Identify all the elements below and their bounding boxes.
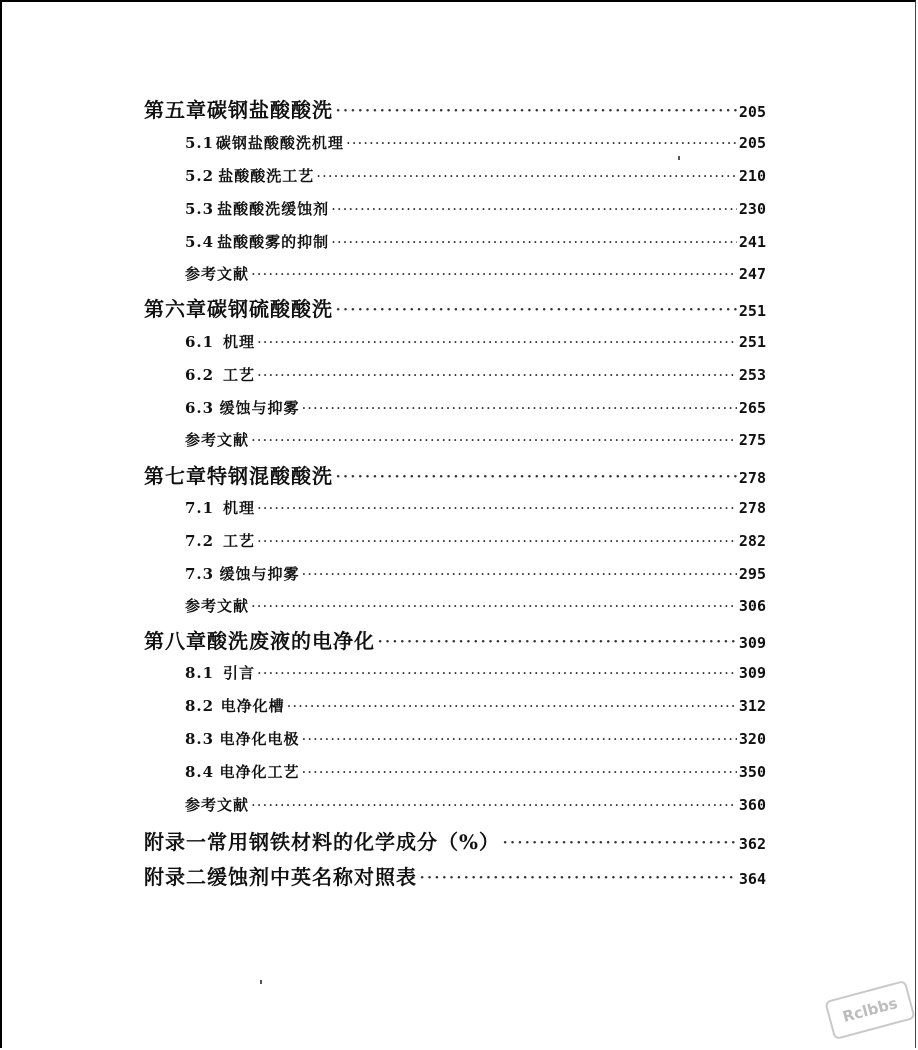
page-number: 210 [738, 167, 766, 185]
section-title: 电净化槽 [220, 697, 285, 715]
dot-leader [335, 464, 737, 488]
section-number: 7.1 [185, 499, 215, 517]
dot-leader [251, 265, 737, 283]
page-number: 251 [738, 333, 766, 351]
dot-leader [257, 333, 737, 351]
section-number: 5.2 [185, 167, 215, 185]
dot-leader [251, 796, 737, 814]
chapter-label: 第五章 [144, 98, 207, 122]
dot-leader [301, 730, 736, 748]
page-number: 312 [738, 697, 766, 715]
toc-references-7 [185, 595, 766, 616]
references-title: 参考文献 [185, 597, 250, 615]
section-number: 5.3 [185, 200, 215, 218]
dot-leader [251, 431, 737, 449]
dot-leader [301, 565, 736, 583]
chapter-title: 酸洗废液的电净化 [207, 629, 375, 653]
section-title: 工艺 [222, 532, 255, 550]
toc-references-8 [185, 794, 766, 815]
toc-section-8-2 [185, 695, 766, 716]
page-number: 205 [738, 134, 766, 152]
dot-leader [257, 366, 737, 384]
section-title: 电净化工艺 [219, 763, 300, 781]
page-number: 275 [738, 431, 766, 449]
dot-leader [301, 763, 736, 781]
dot-leader [331, 200, 737, 218]
page-number: 265 [738, 399, 766, 417]
chapter-title: 碳钢盐酸酸洗 [207, 98, 333, 122]
section-number: 7.2 [185, 532, 215, 550]
dot-leader [346, 134, 737, 152]
scan-speck [678, 156, 680, 160]
page-number: 350 [738, 763, 766, 781]
page-number: 282 [738, 532, 766, 550]
section-title: 机理 [222, 333, 255, 351]
section-title: 缓蚀与抑雾 [219, 565, 300, 583]
toc-section-5-1 [185, 132, 766, 153]
appendix-label: 附录一 [144, 830, 207, 854]
references-title: 参考文献 [185, 796, 250, 814]
toc-section-7-2 [185, 530, 766, 551]
page-number: 320 [738, 730, 766, 748]
dot-leader [335, 98, 737, 122]
toc-section-5-4 [185, 231, 766, 252]
section-number: 6.3 [185, 399, 215, 417]
chapter-label: 第六章 [144, 297, 207, 321]
section-number: 8.2 [185, 697, 215, 715]
toc-section-6-1 [185, 331, 766, 352]
scan-speck [260, 980, 262, 984]
section-title: 盐酸酸洗工艺 [218, 167, 315, 185]
toc-section-7-3 [185, 563, 766, 584]
dot-leader [316, 167, 737, 185]
section-title: 缓蚀与抑雾 [219, 399, 300, 417]
section-title: 工艺 [222, 366, 255, 384]
chapter-label: 第八章 [144, 629, 207, 653]
toc-section-8-1 [185, 662, 766, 683]
section-title: 引言 [222, 664, 255, 682]
page-number: 253 [738, 366, 766, 384]
page-number: 278 [738, 499, 766, 517]
page-number: 306 [738, 597, 766, 615]
page-number: 364 [738, 870, 766, 888]
section-number: 6.2 [185, 366, 215, 384]
references-title: 参考文献 [185, 265, 250, 283]
toc-section-5-3 [185, 198, 766, 219]
chapter-title: 碳钢硫酸酸洗 [207, 297, 333, 321]
page-number: 205 [738, 103, 766, 121]
dot-leader [331, 233, 737, 251]
section-number: 5.1 [185, 134, 215, 152]
page-number: 295 [738, 565, 766, 583]
section-title: 盐酸酸雾的抑制 [217, 233, 330, 251]
page-number: 360 [738, 796, 766, 814]
page-number: 309 [738, 664, 766, 682]
page-number: 278 [738, 469, 766, 487]
toc-section-6-3 [185, 397, 766, 418]
dot-leader [377, 629, 737, 653]
toc-section-6-2 [185, 364, 766, 385]
section-title: 机理 [222, 499, 255, 517]
section-number: 8.3 [185, 730, 215, 748]
dot-leader [301, 399, 736, 417]
toc-chapter-5 [144, 94, 766, 123]
page-number: 251 [738, 302, 766, 320]
section-number: 5.4 [185, 233, 215, 251]
appendix-label: 附录二 [144, 865, 207, 889]
section-number: 7.3 [185, 565, 215, 583]
toc-section-7-1 [185, 497, 766, 518]
dot-leader [335, 297, 737, 321]
toc-chapter-8 [144, 625, 766, 654]
dot-leader [502, 830, 737, 854]
dot-leader [257, 499, 737, 517]
toc-references-5 [185, 263, 766, 284]
toc-appendix-2 [144, 861, 766, 890]
section-number: 8.1 [185, 664, 215, 682]
toc-chapter-6 [144, 293, 766, 322]
dot-leader [287, 697, 737, 715]
appendix-title: 常用钢铁材料的化学成分（%） [207, 830, 501, 854]
dot-leader [419, 865, 737, 889]
dot-leader [257, 664, 737, 682]
toc-appendix-1 [144, 826, 766, 855]
watermark-stamp: Rclbbs [824, 980, 915, 1040]
toc-chapter-7 [144, 460, 766, 489]
section-title: 盐酸酸洗缓蚀剂 [217, 200, 330, 218]
appendix-title: 缓蚀剂中英名称对照表 [207, 865, 417, 889]
toc-references-6 [185, 429, 766, 450]
dot-leader [251, 597, 737, 615]
dot-leader [257, 532, 737, 550]
section-number: 6.1 [185, 333, 215, 351]
section-title: 碳钢盐酸酸洗机理 [215, 134, 344, 152]
section-number: 8.4 [185, 763, 215, 781]
chapter-label: 第七章 [144, 464, 207, 488]
page-number: 309 [738, 634, 766, 652]
chapter-title: 特钢混酸酸洗 [207, 464, 333, 488]
section-title: 电净化电极 [219, 730, 300, 748]
page-number: 362 [738, 835, 766, 853]
toc-section-8-4 [185, 761, 766, 782]
page-number: 241 [738, 233, 766, 251]
toc-section-8-3 [185, 728, 766, 749]
page-number: 230 [738, 200, 766, 218]
page-number: 247 [738, 265, 766, 283]
references-title: 参考文献 [185, 431, 250, 449]
toc-section-5-2 [185, 165, 766, 186]
